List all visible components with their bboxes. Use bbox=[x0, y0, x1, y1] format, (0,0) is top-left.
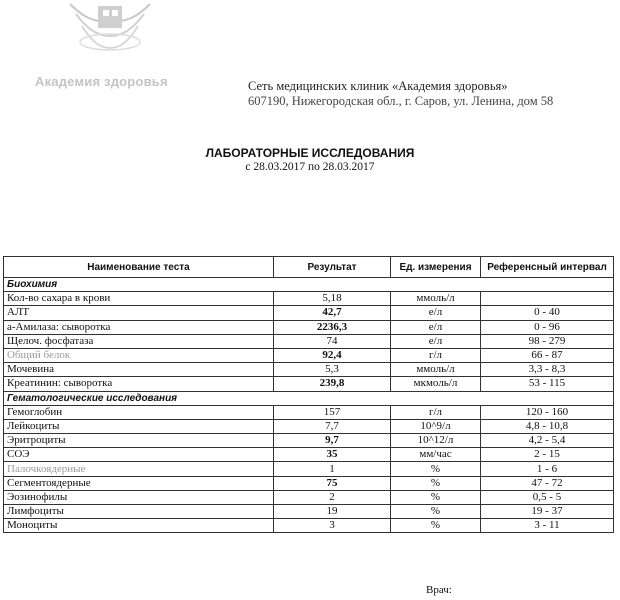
test-reference: 1 - 6 bbox=[481, 462, 614, 476]
test-name: Лейкоциты bbox=[4, 419, 274, 433]
col-header-result: Результат bbox=[274, 257, 391, 278]
results-table bbox=[3, 256, 614, 533]
table-row bbox=[4, 476, 614, 490]
test-reference: 3 - 11 bbox=[481, 519, 614, 533]
logo-text: Академия здоровья bbox=[35, 74, 168, 89]
test-result: 157 bbox=[274, 405, 391, 419]
test-result: 42,7 bbox=[274, 306, 391, 320]
test-unit: е/л bbox=[391, 320, 481, 334]
table-row bbox=[4, 419, 614, 433]
test-unit: г/л bbox=[391, 405, 481, 419]
test-unit: ммоль/л bbox=[391, 363, 481, 377]
test-name: а-Амилаза: сыворотка bbox=[4, 320, 274, 334]
test-unit: ммоль/л bbox=[391, 292, 481, 306]
test-name: Креатинин: сыворотка bbox=[4, 377, 274, 391]
doctor-signature-label: Врач: bbox=[426, 584, 452, 596]
table-row bbox=[4, 505, 614, 519]
test-unit: е/л bbox=[391, 334, 481, 348]
col-header-unit: Ед. измерения bbox=[391, 257, 481, 278]
test-reference: 66 - 87 bbox=[481, 348, 614, 362]
test-result: 9,7 bbox=[274, 434, 391, 448]
test-result: 2 bbox=[274, 490, 391, 504]
test-name: СОЭ bbox=[4, 448, 274, 462]
test-unit: % bbox=[391, 490, 481, 504]
clinic-address-block bbox=[248, 79, 553, 109]
test-reference: 3,3 - 8,3 bbox=[481, 363, 614, 377]
test-name: Кол-во сахара в крови bbox=[4, 292, 274, 306]
test-result: 74 bbox=[274, 334, 391, 348]
table-row bbox=[4, 292, 614, 306]
test-unit: 10^9/л bbox=[391, 419, 481, 433]
test-name: Эозинофилы bbox=[4, 490, 274, 504]
clinic-name: Сеть медицинских клиник «Академия здоровья» bbox=[248, 79, 508, 93]
test-unit: 10^12/л bbox=[391, 434, 481, 448]
test-reference: 2 - 15 bbox=[481, 448, 614, 462]
table-row bbox=[4, 405, 614, 419]
test-result: 35 bbox=[274, 448, 391, 462]
test-result: 19 bbox=[274, 505, 391, 519]
section-row-hematology bbox=[4, 391, 614, 405]
test-result: 7,7 bbox=[274, 419, 391, 433]
table-row bbox=[4, 448, 614, 462]
report-title: ЛАБОРАТОРНЫЕ ИССЛЕДОВАНИЯ bbox=[205, 146, 415, 160]
test-unit: г/л bbox=[391, 348, 481, 362]
test-result: 5,3 bbox=[274, 363, 391, 377]
table-row bbox=[4, 306, 614, 320]
test-unit: мм/час bbox=[391, 448, 481, 462]
test-reference: 4,8 - 10,8 bbox=[481, 419, 614, 433]
table-row bbox=[4, 519, 614, 533]
col-header-reference: Референсный интервал bbox=[481, 257, 614, 278]
test-name: АЛТ bbox=[4, 306, 274, 320]
report-period: с 28.03.2017 по 28.03.2017 bbox=[245, 161, 375, 173]
table-row bbox=[4, 348, 614, 362]
col-header-test: Наименование теста bbox=[4, 257, 274, 278]
test-reference: 0 - 40 bbox=[481, 306, 614, 320]
test-reference: 0,5 - 5 bbox=[481, 490, 614, 504]
table-row bbox=[4, 334, 614, 348]
test-name: Гемоглобин bbox=[4, 405, 274, 419]
test-name: Общий белок bbox=[4, 348, 274, 362]
table-row bbox=[4, 377, 614, 391]
test-reference bbox=[481, 292, 614, 306]
test-reference: 4,2 - 5,4 bbox=[481, 434, 614, 448]
test-unit: мкмоль/л bbox=[391, 377, 481, 391]
table-row bbox=[4, 462, 614, 476]
test-result: 75 bbox=[274, 476, 391, 490]
test-reference: 120 - 160 bbox=[481, 405, 614, 419]
section-row-biochemistry bbox=[4, 278, 614, 292]
test-result: 239,8 bbox=[274, 377, 391, 391]
test-unit: % bbox=[391, 476, 481, 490]
table-row bbox=[4, 490, 614, 504]
test-reference: 47 - 72 bbox=[481, 476, 614, 490]
test-result: 2236,3 bbox=[274, 320, 391, 334]
test-result: 3 bbox=[274, 519, 391, 533]
test-reference: 98 - 279 bbox=[481, 334, 614, 348]
test-unit: % bbox=[391, 519, 481, 533]
test-result: 92,4 bbox=[274, 348, 391, 362]
test-name: Моноциты bbox=[4, 519, 274, 533]
test-name: Эритроциты bbox=[4, 434, 274, 448]
section-title: Гематологические исследования bbox=[4, 391, 614, 405]
test-reference: 53 - 115 bbox=[481, 377, 614, 391]
test-reference: 0 - 96 bbox=[481, 320, 614, 334]
test-unit: % bbox=[391, 505, 481, 519]
test-unit: % bbox=[391, 462, 481, 476]
clinic-emblem-icon bbox=[62, 0, 158, 60]
section-title: Биохимия bbox=[4, 278, 614, 292]
table-header-row bbox=[4, 257, 614, 278]
test-name: Лимфоциты bbox=[4, 505, 274, 519]
test-unit: е/л bbox=[391, 306, 481, 320]
clinic-address: 607190, Нижегородская обл., г. Саров, ул. Ленина, дом 58 bbox=[248, 94, 554, 108]
table-row bbox=[4, 320, 614, 334]
test-reference: 19 - 37 bbox=[481, 505, 614, 519]
table-row bbox=[4, 434, 614, 448]
test-result: 5,18 bbox=[274, 292, 391, 306]
test-name: Мочевина bbox=[4, 363, 274, 377]
test-name: Щелоч. фосфатаза bbox=[4, 334, 274, 348]
table-row bbox=[4, 363, 614, 377]
test-result: 1 bbox=[274, 462, 391, 476]
test-name: Палочкоядерные bbox=[4, 462, 274, 476]
test-name: Сегментоядерные bbox=[4, 476, 274, 490]
